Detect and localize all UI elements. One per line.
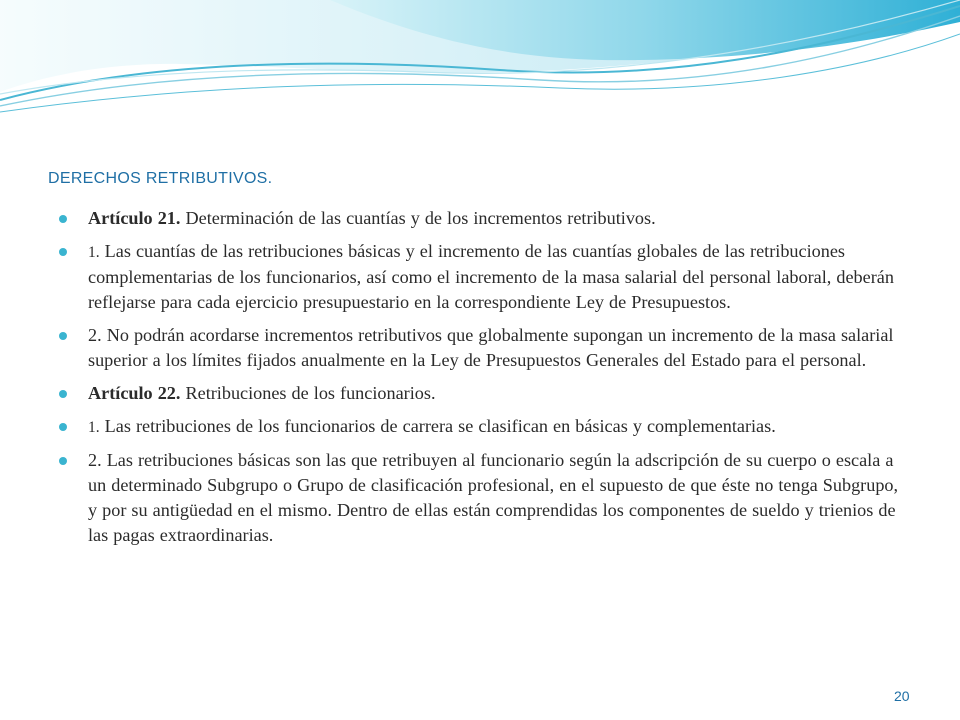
bullet-text: Las cuantías de las retribuciones básicas y el incremento de las cuantías globales de las retribuciones complementarias de los funcionarios, así como el incremento de la masa salarial del personal laboral, deberán reflejarse para cada ejercicio presupuestario en la correspondiente Ley de Presupuestos. bbox=[88, 241, 894, 312]
slide-title: DERECHOS RETRIBUTIVOS. bbox=[48, 170, 273, 187]
list-item bbox=[58, 323, 908, 373]
paragraph-number: 1. bbox=[88, 244, 100, 261]
bullet-list bbox=[58, 206, 908, 556]
bullet-icon bbox=[59, 215, 67, 223]
paragraph-number: 1. bbox=[88, 419, 100, 436]
bullet-text: 2. No podrán acordarse incrementos retributivos que globalmente supongan un incremento de la masa salarial superior a los límites fijados anualmente en la Ley de Presupuestos Generales del Estado para el personal. bbox=[88, 325, 894, 370]
bullet-icon bbox=[59, 390, 67, 398]
article-heading: Artículo 21. bbox=[88, 208, 181, 228]
article-heading: Artículo 22. bbox=[88, 383, 181, 403]
list-item bbox=[58, 239, 908, 315]
bullet-icon bbox=[59, 332, 67, 340]
bullet-text: Determinación de las cuantías y de los incrementos retributivos. bbox=[180, 208, 656, 228]
bullet-text: Las retribuciones de los funcionarios de carrera se clasifican en básicas y complementarias. bbox=[99, 416, 776, 436]
header-wave-decoration bbox=[0, 0, 960, 130]
bullet-icon bbox=[59, 423, 67, 431]
bullet-icon bbox=[59, 457, 67, 465]
list-item bbox=[58, 206, 908, 231]
page-number: 20 bbox=[894, 688, 910, 704]
bullet-icon bbox=[59, 248, 67, 256]
list-item bbox=[58, 381, 908, 406]
bullet-text: 2. Las retribuciones básicas son las que retribuyen al funcionario según la adscripción de su cuerpo o escala a un determinado Subgrupo o Grupo de clasificación profesional, en el supuesto de que éste no tenga Subgrupo, y por su antigüedad en el mismo. Dentro de ellas están comprendidas los componentes de sueldo y trienios de las pagas extraordinarias. bbox=[88, 450, 899, 545]
bullet-text: Retribuciones de los funcionarios. bbox=[180, 383, 436, 403]
list-item bbox=[58, 414, 908, 440]
list-item bbox=[58, 448, 908, 548]
